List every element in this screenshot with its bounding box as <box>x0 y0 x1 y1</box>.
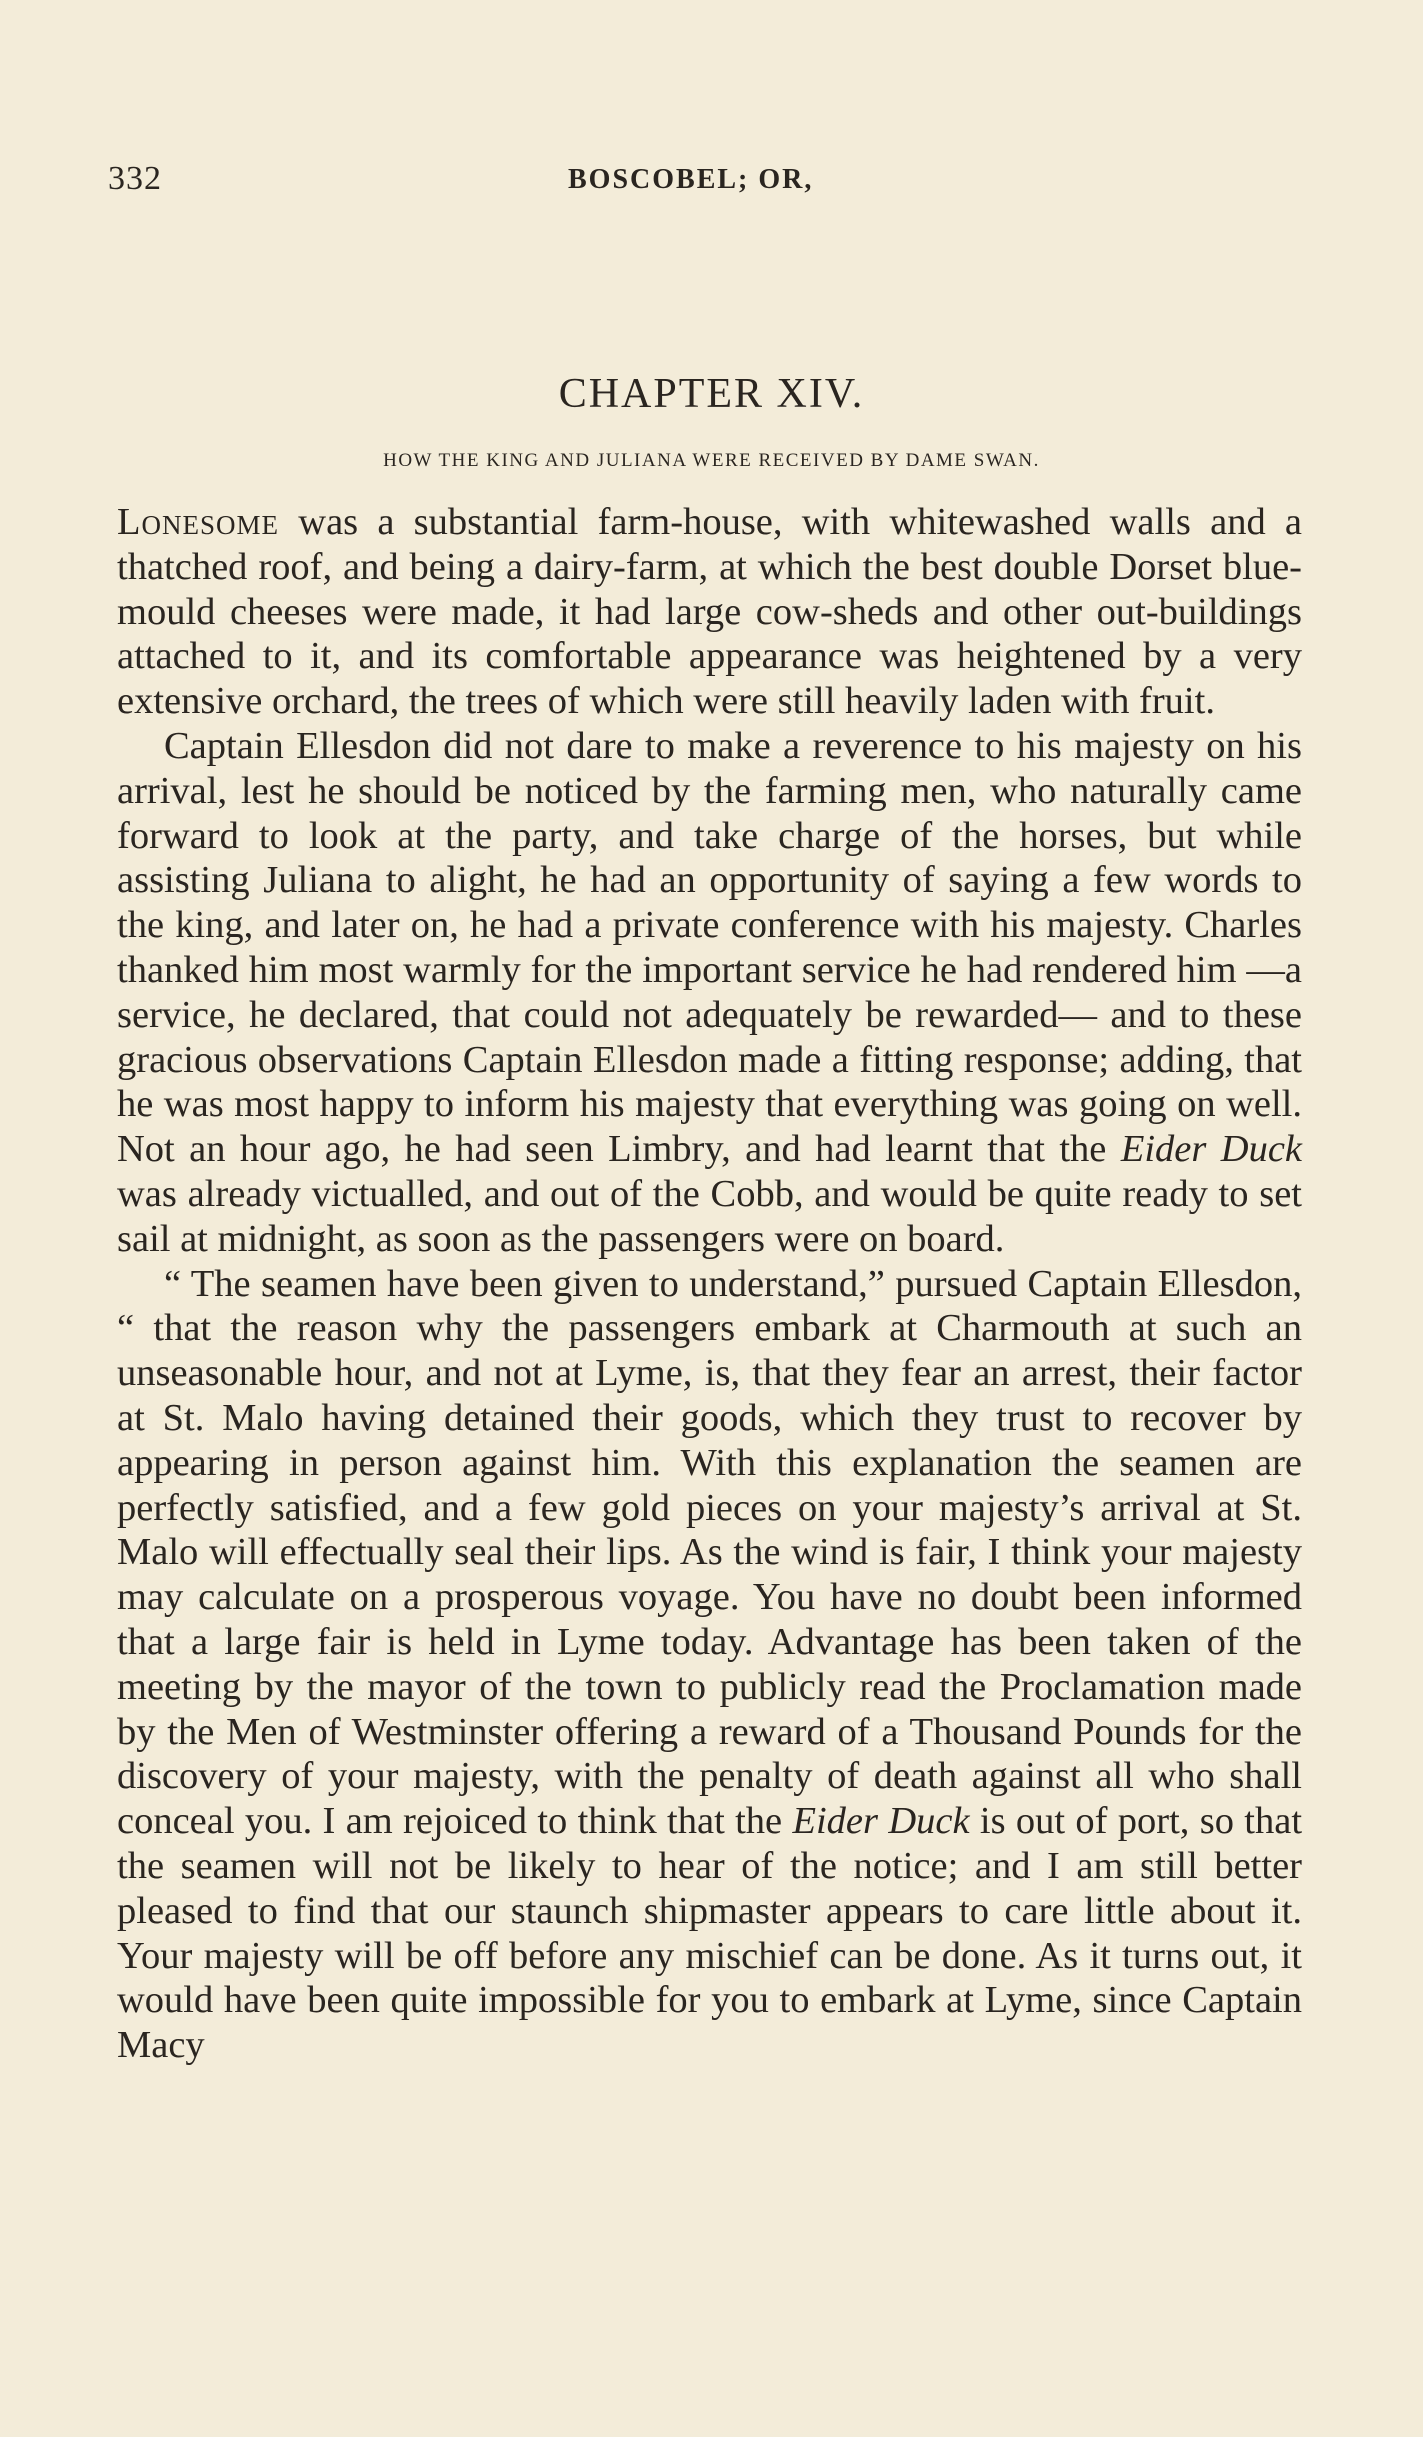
paragraph-1-text: was a substantial farm-house, with whitewashed walls and a thatched roof, and being a dairy-farm, at which the best double Dorset blue-mould cheeses were made, it had large cow-sheds and other out-buildings attached to it, and its comfortable appearance was heightened by a very extensive orchard, the trees of which were still heavily laden with fruit. <box>117 501 1302 723</box>
running-title: BOSCOBEL; OR, <box>568 164 814 195</box>
ship-name: Eider Duck <box>1120 1128 1303 1171</box>
paragraph-3-text-b: is out of port, so that the seamen will not be likely to hear of the notice; and I am still better pleased to find that our staunch shipmaster appears to care little about it. Your majesty will be off before any mischief can be done. As it turns out, it would have been quite impossible for you to embark at Lyme, since Captain Macy <box>117 1800 1303 2067</box>
drop-lead-word: Lonesome <box>117 501 280 543</box>
page-number: 332 <box>108 160 162 197</box>
body-text <box>117 500 1302 2068</box>
chapter-heading: CHAPTER XIV. <box>558 371 865 417</box>
chapter-subtitle: HOW THE KING AND JULIANA WERE RECEIVED BY DAME SWAN. <box>383 450 1040 471</box>
paragraph-2 <box>117 724 1302 1262</box>
paragraph-2-text-a: Captain Ellesdon did not dare to make a reverence to his majesty on his arrival, lest he should be noticed by the farming men, who naturally came forward to look at the party, and take charge of the horses, but while assisting Juliana to alight, he had an opportunity of saying a few words to the king, and later on, he had a private conference with his majesty. Charles thanked him most warmly for the important service he had rendered him —a service, he declared, that could not adequately be rewarded— and to these gracious observations Captain Ellesdon made a fitting response; adding, that he was most happy to inform his majesty that everything was going on well. Not an hour ago, he had seen Limbry, and had learnt that the <box>117 724 1302 1171</box>
paragraph-1 <box>117 500 1302 724</box>
paragraph-2-text-b: was already victualled, and out of the Cobb, and would be quite ready to set sail at midnight, as soon as the passengers were on board. <box>117 1172 1302 1260</box>
paragraph-3-text-a: “ The seamen have been given to understand,” pursued Captain Ellesdon, “ that the reason why the passengers embark at Charmouth at such an unseasonable hour, and not at Lyme, is, that they fear an arrest, their factor at St. Malo having detained their goods, which they trust to recover by appearing in person against him. With this explanation the seamen are perfectly satisfied, and a few gold pieces on your majesty’s arrival at St. Malo will effectually seal their lips. As the wind is fair, I think your majesty may calculate on a prosperous voyage. You have no doubt been informed that a large fair is held in Lyme today. Advantage has been taken of the meeting by the mayor of the town to publicly read the Proclamation made by the Men of Westminster offering a reward of a Thousand Pounds for the discovery of your majesty, with the penalty of death against all who shall conceal you. I am rejoiced to think that the <box>117 1262 1302 1843</box>
ship-name: Eider Duck <box>792 1800 970 1843</box>
running-head <box>108 160 1298 200</box>
paragraph-3 <box>117 1262 1302 2068</box>
